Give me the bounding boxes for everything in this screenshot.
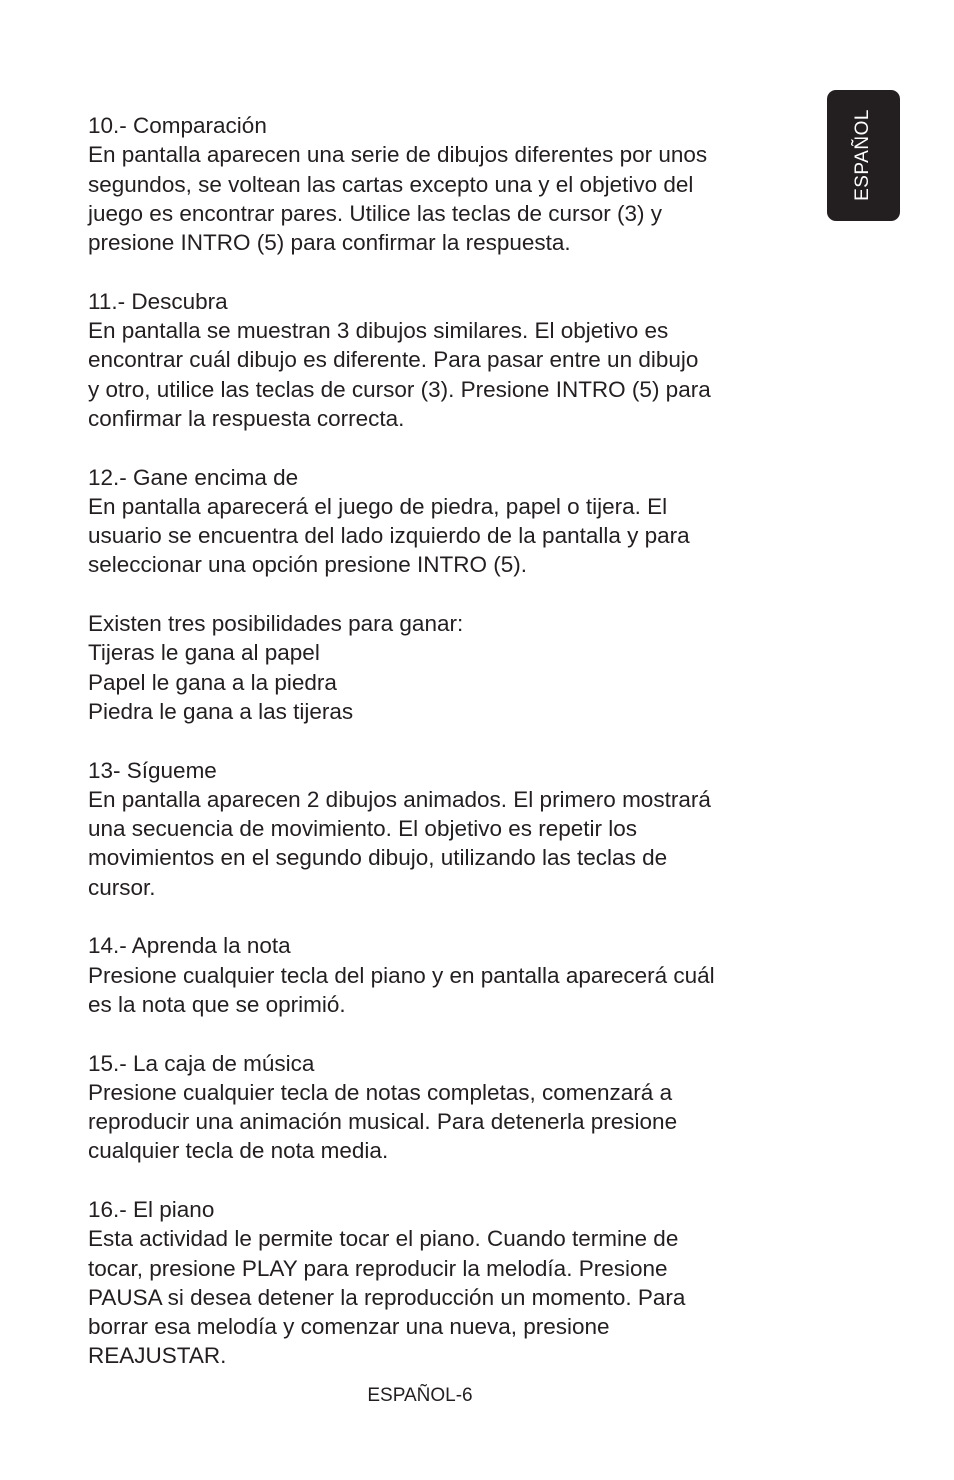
body-line: es la nota que se oprimió.: [88, 991, 346, 1017]
body-line: segundos, se voltean las cartas excepto una y el objetivo del: [88, 171, 694, 197]
body-line: usuario se encuentra del lado izquierdo de la pantalla y para: [88, 523, 690, 549]
section-heading: 10.- Comparación: [88, 113, 267, 138]
body-line: y otro, utilice las teclas de cursor (3). Presione INTRO (5) para: [88, 376, 711, 402]
body-line: Piedra le gana a las tijeras: [88, 698, 354, 724]
section-sigueme: [88, 756, 788, 902]
section-heading: 15.- La caja de música: [88, 1050, 315, 1076]
body-line: En pantalla aparecen una serie de dibujos diferentes por unos: [88, 142, 708, 168]
body-line: tocar, presione PLAY para reproducir la melodía. Presione: [88, 1255, 668, 1281]
section-heading: 11.- Descubra: [88, 288, 228, 314]
body-line: Tijeras le gana al papel: [88, 640, 320, 666]
body-line: reproducir una animación musical. Para detenerla presione: [88, 1109, 678, 1135]
body-line: En pantalla se muestran 3 dibujos similares. El objetivo es: [88, 318, 669, 344]
language-tab: [827, 90, 900, 221]
manual-page-body: [88, 111, 788, 1400]
page-number: ESPAÑOL-6: [367, 1385, 473, 1406]
section-comparacion: [88, 111, 788, 257]
section-caja-de-musica: [88, 1049, 788, 1166]
body-line: Presione cualquier tecla del piano y en pantalla aparecerá cuál: [88, 962, 715, 988]
body-line: Papel le gana a la piedra: [88, 669, 337, 695]
body-line: movimientos en el segundo dibujo, utilizando las teclas de: [88, 845, 668, 871]
body-line: REAJUSTAR.: [88, 1343, 227, 1369]
language-tab-label: ESPAÑOL: [852, 109, 873, 201]
body-line: confirmar la respuesta correcta.: [88, 405, 405, 431]
body-line: En pantalla aparecerá el juego de piedra, papel o tijera. El: [88, 493, 668, 519]
body-line: Presione cualquier tecla de notas completas, comenzará a: [88, 1079, 673, 1105]
section-el-piano: [88, 1195, 788, 1371]
body-line: borrar esa melodía y comenzar una nueva, presione: [88, 1314, 610, 1340]
section-gane-encima-de: [88, 463, 788, 580]
section-heading: 13- Sígueme: [88, 757, 217, 783]
section-aprenda-la-nota: [88, 931, 788, 1019]
section-heading: Existen tres posibilidades para ganar:: [88, 611, 464, 637]
body-line: En pantalla aparecen 2 dibujos animados. El primero mostrará: [88, 786, 711, 812]
section-heading: 12.- Gane encima de: [88, 464, 299, 490]
body-line: seleccionar una opción presione INTRO (5).: [88, 552, 527, 578]
body-line: una secuencia de movimiento. El objetivo es repetir los: [88, 816, 638, 842]
body-line: cursor.: [88, 874, 156, 900]
section-descubra: [88, 287, 788, 433]
body-line: encontrar cuál dibujo es diferente. Para pasar entre un dibujo: [88, 347, 699, 373]
body-line: presione INTRO (5) para confirmar la respuesta.: [88, 230, 571, 256]
body-line: juego es encontrar pares. Utilice las teclas de cursor (3) y: [88, 200, 663, 226]
section-heading: 14.- Aprenda la nota: [88, 933, 291, 959]
section-heading: 16.- El piano: [88, 1196, 215, 1222]
body-line: Esta actividad le permite tocar el piano. Cuando termine de: [88, 1226, 679, 1252]
body-line: PAUSA si desea detener la reproducción un momento. Para: [88, 1284, 686, 1310]
section-posibilidades: [88, 609, 788, 726]
body-line: cualquier tecla de nota media.: [88, 1138, 389, 1164]
